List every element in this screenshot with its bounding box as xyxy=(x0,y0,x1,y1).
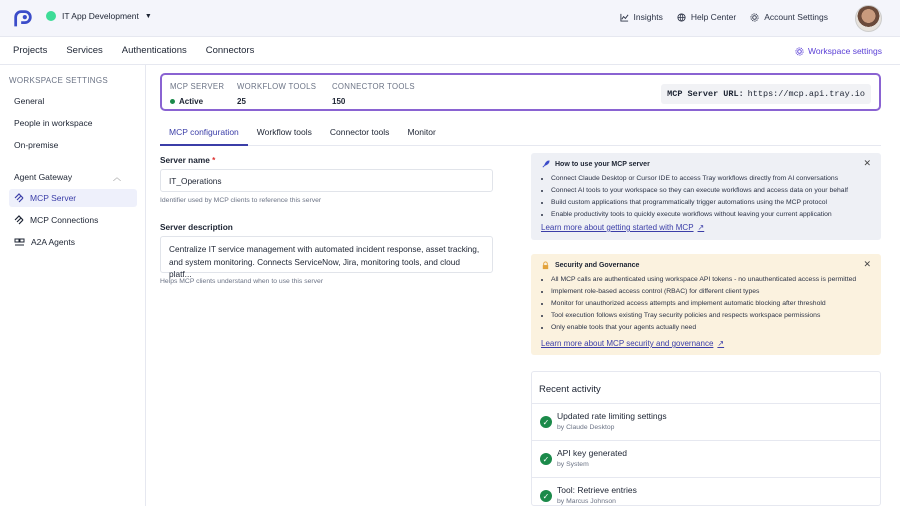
external-link-icon: ↗ xyxy=(697,223,705,232)
nav-services[interactable]: Services xyxy=(66,45,103,56)
connector-label: CONNECTOR TOOLS xyxy=(332,82,415,91)
activity-actor: by Claude Desktop xyxy=(557,424,615,431)
sidebar-item-on-premise[interactable] xyxy=(9,136,137,154)
how-to-use-title xyxy=(541,160,650,169)
server-status-col xyxy=(170,82,224,106)
list-item: • Connect Claude Desktop or Cursor IDE to access Tray workflows directly from AI conversations xyxy=(551,173,876,185)
workspace-settings-link[interactable] xyxy=(795,46,882,56)
security-link-text: Learn more about MCP security and governance xyxy=(541,339,714,348)
workflow-count: 25 xyxy=(237,97,246,106)
list-item: • Tool execution follows existing Tray security policies and respects workspace permissions xyxy=(551,310,876,322)
security-list xyxy=(551,274,876,334)
top-bar xyxy=(0,0,900,37)
check-circle-icon: ✓ xyxy=(540,490,552,502)
chevron-down-icon: ▼ xyxy=(144,12,152,20)
account-settings-label: Account Settings xyxy=(764,12,828,22)
external-link-icon: ↗ xyxy=(717,339,725,348)
activity-actor: by Marcus Johnson xyxy=(557,498,616,505)
gear-icon xyxy=(750,13,759,22)
server-name-label xyxy=(160,155,215,165)
chevron-up-icon: ︿ xyxy=(113,172,121,182)
nav-connectors[interactable]: Connectors xyxy=(205,45,255,56)
workspace-name: IT App Development xyxy=(62,11,139,21)
workspace-status-icon xyxy=(46,11,56,21)
check-circle-icon: ✓ xyxy=(540,416,552,428)
server-description-input[interactable] xyxy=(160,236,493,279)
agents-icon xyxy=(14,237,25,247)
server-label: MCP SERVER xyxy=(170,82,225,91)
workspace-switcher[interactable] xyxy=(46,11,152,21)
security-title xyxy=(541,261,639,270)
security-governance-box xyxy=(531,254,881,355)
server-status-text: Active xyxy=(179,97,204,106)
description-line-1: Centralize IT service management with automated incident response, asset tracking, xyxy=(169,244,480,254)
list-item: • Only enable tools that your agents actually need xyxy=(551,322,876,334)
sidebar xyxy=(0,65,146,506)
required-marker: * xyxy=(212,155,216,165)
config-tabs xyxy=(160,124,881,146)
activity-item[interactable] xyxy=(532,477,881,506)
main-nav xyxy=(0,37,900,65)
workspace-settings-label: Workspace settings xyxy=(807,46,882,56)
server-description-hint: Helps MCP clients understand when to use this server xyxy=(160,278,324,285)
tab-mcp-configuration[interactable]: MCP configuration xyxy=(160,124,248,146)
sidebar-item-mcp-server[interactable] xyxy=(9,189,137,207)
list-item: • Enable productivity tools to quickly execute workflows without leaving your current application xyxy=(551,209,876,221)
globe-icon xyxy=(677,13,686,22)
activity-item[interactable] xyxy=(532,403,881,440)
tray-logo[interactable] xyxy=(12,8,34,30)
server-url-box[interactable] xyxy=(661,84,871,104)
server-name-input[interactable] xyxy=(160,169,493,192)
sidebar-item-general[interactable] xyxy=(9,92,137,110)
check-circle-icon: ✓ xyxy=(540,453,552,465)
gear-icon xyxy=(795,47,804,56)
list-item: • All MCP calls are authenticated using workspace API tokens - no unauthenticated access is permitted xyxy=(551,274,876,286)
sidebar-item-label: MCP Connections xyxy=(30,215,99,225)
close-icon[interactable]: ✕ xyxy=(863,259,871,269)
tab-monitor[interactable]: Monitor xyxy=(407,127,436,137)
sidebar-group-label: Agent Gateway xyxy=(14,172,73,182)
sidebar-item-label: On-premise xyxy=(14,140,59,150)
recent-activity-panel xyxy=(531,371,881,506)
activity-title: API key generated xyxy=(557,448,627,458)
tab-connector-tools[interactable]: Connector tools xyxy=(329,127,390,137)
account-settings-link[interactable] xyxy=(750,12,828,22)
sidebar-item-label: A2A Agents xyxy=(31,237,75,247)
insights-link[interactable] xyxy=(620,12,663,22)
server-name-hint: Identifier used by MCP clients to reference this server xyxy=(160,197,322,204)
lock-icon xyxy=(541,261,550,270)
activity-title: Tool: Retrieve entries xyxy=(557,485,637,495)
sidebar-group-agent-gateway[interactable] xyxy=(9,168,137,186)
user-avatar[interactable] xyxy=(855,5,882,32)
rocket-icon xyxy=(541,160,550,169)
server-url-label: MCP Server URL: xyxy=(667,89,744,99)
description-line-2: and system monitoring. Connects ServiceNow, Jira, monitoring tools, and cloud platf... xyxy=(169,256,460,279)
recent-activity-title: Recent activity xyxy=(539,384,601,395)
chart-icon xyxy=(620,13,629,22)
activity-item[interactable] xyxy=(532,440,881,477)
sidebar-heading: WORKSPACE SETTINGS xyxy=(9,76,109,85)
close-icon[interactable]: ✕ xyxy=(863,158,871,168)
server-name-value: IT_Operations xyxy=(169,176,222,186)
how-to-use-list xyxy=(551,173,876,221)
server-status xyxy=(170,97,224,106)
security-title-text: Security and Governance xyxy=(555,262,640,269)
how-to-use-title-text: How to use your MCP server xyxy=(555,161,650,168)
sidebar-item-people[interactable] xyxy=(9,114,137,132)
help-center-label: Help Center xyxy=(690,12,737,22)
sidebar-item-mcp-connections[interactable] xyxy=(9,211,137,229)
getting-started-link-text: Learn more about getting started with MCP xyxy=(541,223,694,232)
sidebar-item-label: MCP Server xyxy=(30,193,77,203)
workflow-tools-col xyxy=(237,82,316,106)
list-item: • Connect AI tools to your workspace so they can execute workflows and access data on your behalf xyxy=(551,185,876,197)
sidebar-item-a2a-agents[interactable] xyxy=(9,233,137,251)
server-name-label-text: Server name xyxy=(160,155,210,165)
server-description-label: Server description xyxy=(160,222,233,232)
sidebar-item-label: People in workspace xyxy=(14,118,93,128)
list-item: • Implement role-based access control (RBAC) for different client types xyxy=(551,286,876,298)
insights-label: Insights xyxy=(633,12,663,22)
mcp-icon xyxy=(14,193,24,203)
status-dot-icon xyxy=(170,99,175,104)
security-link[interactable] xyxy=(541,339,724,348)
getting-started-link[interactable] xyxy=(541,223,704,232)
help-center-link[interactable] xyxy=(677,12,736,22)
activity-actor: by System xyxy=(557,461,589,468)
activity-title: Updated rate limiting settings xyxy=(557,411,667,421)
nav-projects[interactable]: Projects xyxy=(13,45,48,56)
mcp-summary-panel xyxy=(160,73,881,111)
list-item: • Monitor for unauthorized access attempts and implement automatic blocking after threshold xyxy=(551,298,876,310)
server-url-value: https://mcp.api.tray.io xyxy=(747,89,865,99)
nav-authentications[interactable]: Authentications xyxy=(121,45,187,56)
tab-workflow-tools[interactable]: Workflow tools xyxy=(256,127,312,137)
mcp-icon xyxy=(14,215,24,225)
workflow-label: WORKFLOW TOOLS xyxy=(237,82,317,91)
how-to-use-box xyxy=(531,153,881,240)
connector-count: 150 xyxy=(332,97,346,106)
list-item: • Build custom applications that programmatically trigger automations using the MCP protocol xyxy=(551,197,876,209)
sidebar-item-label: General xyxy=(14,96,45,106)
connector-tools-col xyxy=(332,82,415,106)
